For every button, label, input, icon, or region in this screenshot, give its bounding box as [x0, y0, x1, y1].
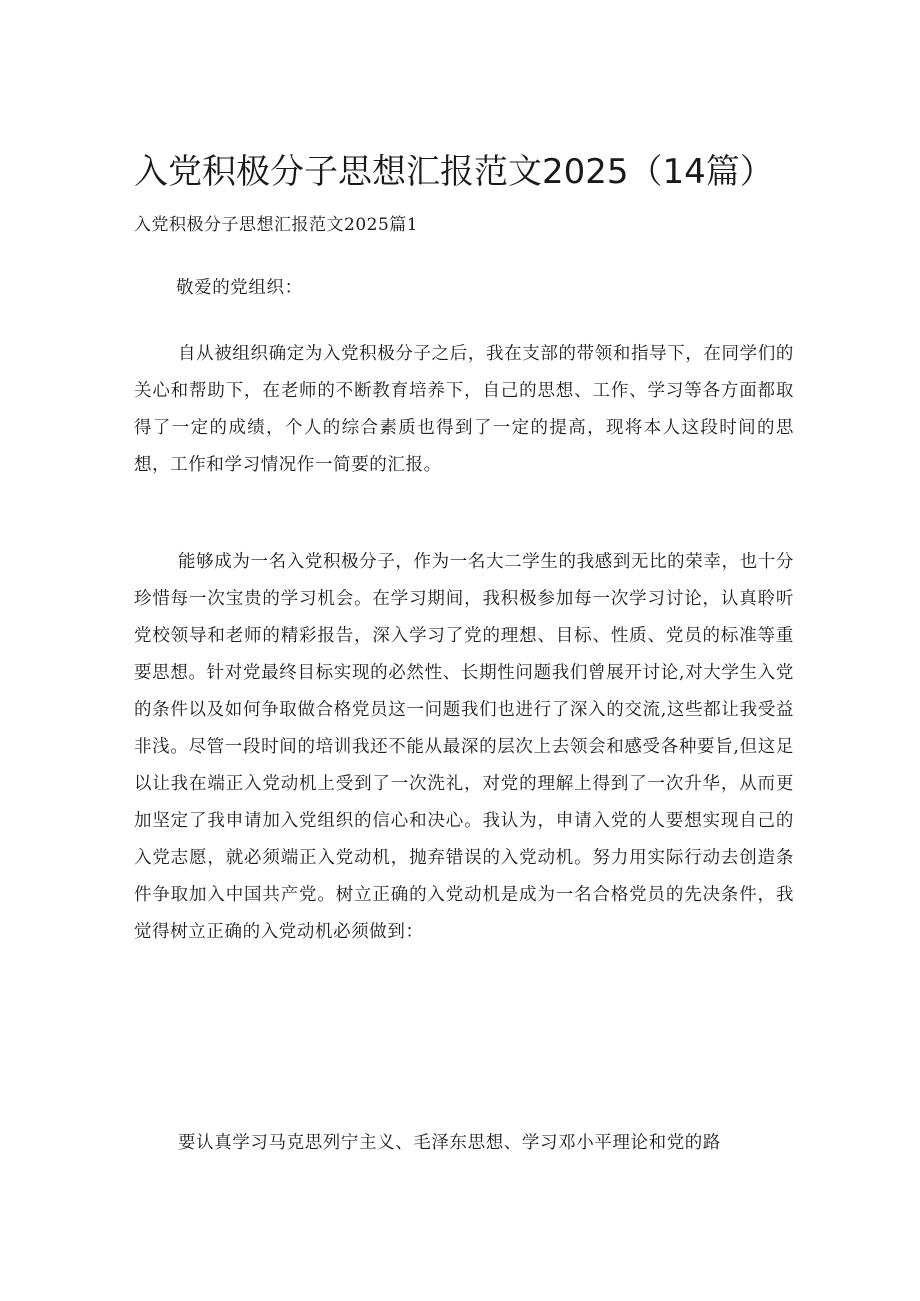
section-heading: 入党积极分子思想汇报范文2025篇1: [134, 215, 419, 235]
greeting: 敬爱的党组织：: [176, 278, 303, 298]
paragraph-2: 能够成为一名入党积极分子，作为一名大二学生的我感到无比的荣幸，也十分珍惜每一次宝贵的学习机会。在学习期间，我积极参加每一次学习讨论，认真聆听党校领导和老师的精彩报告，深入学习了党的理想、目标、性质、党员的标准等重要思想。针对党最终目标实现的必然性、长期性问题我们曾展开讨论,对大学生入党的条件以及如何争取做合格党员这一问题我们也进行了深入的交流,这些都让我受益非浅。尽管一段时间的培训我还不能从最深的层次上去领会和感受各种要旨,但这足以让我在端正入党动机上受到了一次洗礼，对党的理解上得到了一次升华，从而更加坚定了我申请加入党组织的信心和决心。我认为，申请入党的人要想实现自己的入党志愿，就必须端正入党动机，抛弃错误的入党动机。努力用实际行动去创造条件争取加入中国共产党。树立正确的入党动机是成为一名合格党员的先决条件，我觉得树立正确的入党动机必须做到：: [134, 552, 794, 942]
paragraph-1: 自从被组织确定为入党积极分子之后，我在支部的带领和指导下，在同学们的关心和帮助下，在老师的不断教育培养下，自己的思想、工作、学习等各方面都取得了一定的成绩，个人的综合素质也得到了一定的提高，现将本人这段时间的思想，工作和学习情况作一简要的汇报。: [134, 344, 794, 475]
document-title: 入党积极分子思想汇报范文2025（14篇）: [134, 152, 774, 192]
paragraph-3: 要认真学习马克思列宁主义、毛泽东思想、学习邓小平理论和党的路: [178, 1133, 721, 1153]
